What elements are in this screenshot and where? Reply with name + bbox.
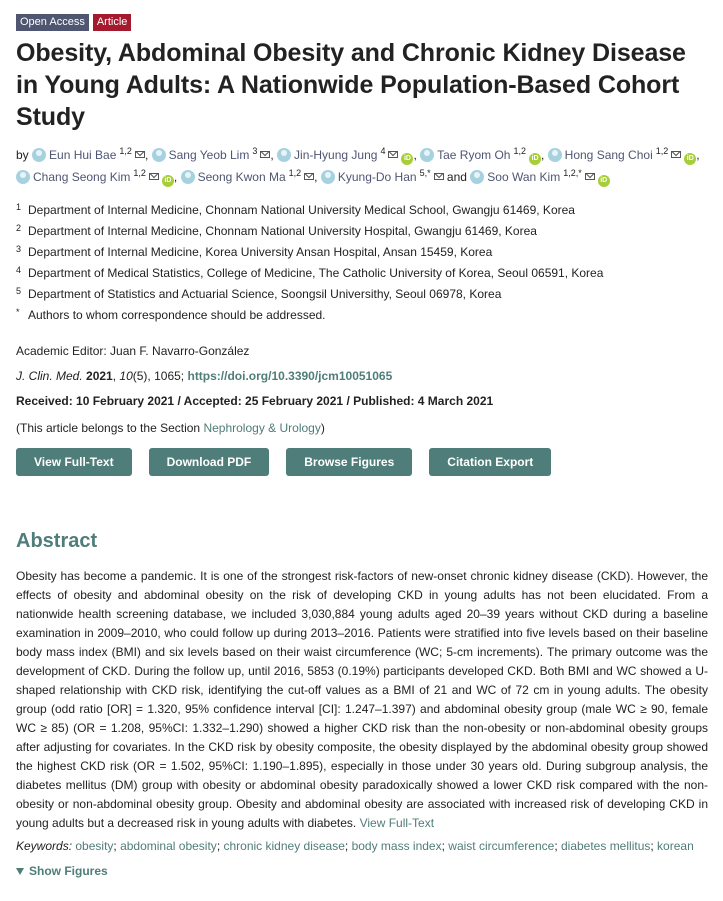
author-seong-kwon-ma[interactable]: [181, 170, 315, 184]
date-separator: /: [177, 394, 181, 408]
keyword-link[interactable]: waist circumference: [448, 839, 555, 853]
badge-row: [16, 14, 708, 31]
academic-editor: Academic Editor: Juan F. Navarro-González: [16, 344, 250, 358]
section-link[interactable]: Nephrology & Urology: [203, 421, 321, 435]
email-icon[interactable]: [304, 173, 314, 180]
affiliation-item: [16, 263, 708, 284]
date-separator: /: [346, 394, 350, 408]
view-full-text-button[interactable]: View Full-Text: [16, 448, 132, 476]
author-kyung-do-han[interactable]: [321, 170, 444, 184]
avatar-icon: [181, 170, 195, 184]
author-name[interactable]: Chang Seong Kim: [33, 170, 131, 184]
author-name[interactable]: Sang Yeob Lim: [168, 148, 250, 162]
author-list: by Eun Hui Bae $^{1,2}$ , Sang Yeob Lim $^3$ , Jin-Hyung Jung $^4$iD , Tae Ryom Oh $^{1,2}$iD , Hong Sang Choi $^{1,2}$iD , Chang Seong Kim $^{1,2}$iD , Seong Kwon Ma $^{1,2}$ , Kyung-Do Han $^{5,*}$ and Soo Wan Kim $^{1,2,*}$iD: [16, 144, 708, 188]
author-sang-yeob-lim[interactable]: [152, 148, 271, 162]
affiliation-text: Authors to whom correspondence should be addressed.: [28, 308, 326, 322]
author-name[interactable]: Eun Hui Bae: [49, 148, 117, 162]
avatar-icon: [32, 148, 46, 162]
author-affiliation-sup: 5,*: [419, 168, 431, 178]
affiliation-item: [16, 305, 708, 326]
email-icon[interactable]: [388, 151, 398, 158]
affiliation-number: 4: [16, 265, 22, 275]
triangle-down-icon: [16, 868, 24, 875]
affiliation-list: [16, 200, 708, 326]
author-name[interactable]: Kyung-Do Han: [337, 170, 417, 184]
keyword-link[interactable]: chronic kidney disease: [223, 839, 345, 853]
avatar-icon: [152, 148, 166, 162]
download-pdf-button[interactable]: Download PDF: [149, 448, 270, 476]
email-icon[interactable]: [434, 173, 444, 180]
abstract-text: Obesity has become a pandemic. It is one of the strongest risk-factors of new-onset chronic kidney disease (CKD). However, the effects of obesity and abdominal obesity on the risk of developing CKD in young adults has not been elucidated. From a nationwide health screening database, we included 3,030,884 young adults aged 20–39 years without CKD during a baseline examination in 2009–2010, who could follow up during 2013–2016. Patients were stratified into five levels based on their baseline body mass index (BMI) and six levels based on their waist circumference (WC; 5-cm increments). The primary outcome was the development of CKD. During the follow up, until 2016, 5853 (0.19%) participants developed CKD. Both BMI and WC showed a U-shaped relationship with CKD risk, identifying the cut-off values as a BMI of 21 and WC of 72 cm in young adults. The obesity group (odd ratio [OR] = 1.320, 95% confidence interval [CI]: 1.247–1.397) and abdominal obesity group (male WC ≥ 90, female WC ≥ 85) (OR = 1.208, 95%CI: 1.332–1.290) showed a higher CKD risk than the non-obesity or non-abdominal obesity groups after adjusting for covariates. In the CKD risk by obesity composite, the obesity displayed by the abdominal obesity group showed the highest CKD risk (OR = 1.502, 95%CI: 1.190–1.895), especially in those under 30 years old. During subgroup analysis, the diabetes mellitus (DM) group with obesity or abdominal obesity paradoxically showed a lower CKD risk compared with the non-obesity or non-abdominal obesity group. Obesity and abdominal obesity are associated with increased risk of developing CKD in young adults but a decreased risk in young adults with diabetes.: [16, 569, 708, 830]
author-affiliation-sup: 1,2,*: [563, 168, 582, 178]
affiliation-text: Department of Internal Medicine, Chonnam National University Medical School, Gwangju 61469, Korea: [28, 203, 575, 217]
keyword-link[interactable]: obesity: [75, 839, 114, 853]
action-buttons: [16, 448, 708, 476]
affiliation-item: [16, 284, 708, 305]
citation-issue-pages: (5), 1065;: [132, 369, 185, 383]
affiliation-text: Department of Statistics and Actuarial Science, Soongsil Universithy, Seoul 06978, Korea: [28, 287, 502, 301]
keyword-link[interactable]: korean: [657, 839, 694, 853]
affiliation-number: 5: [16, 286, 22, 296]
affiliation-item: [16, 242, 708, 263]
citation-volume: 10: [119, 369, 133, 383]
affiliation-number: *: [16, 307, 20, 317]
email-icon[interactable]: [671, 151, 681, 158]
section-prefix: (This article belongs to the Section: [16, 421, 201, 435]
abstract-body: [16, 567, 708, 833]
author-affiliation-sup: 1,2: [288, 168, 302, 178]
author-affiliation-sup: 4: [380, 146, 386, 156]
article-section: [16, 421, 708, 435]
affiliation-text: Department of Medical Statistics, College of Medicine, The Catholic University of Korea, Seoul 06591, Korea: [28, 266, 604, 280]
email-icon[interactable]: [585, 173, 595, 180]
author-affiliation-sup: 1,2: [513, 146, 526, 156]
author-affiliation-sup: 1,2: [133, 168, 146, 178]
keyword-link[interactable]: abdominal obesity: [120, 839, 217, 853]
affiliation-number: 1: [16, 202, 22, 212]
affiliation-number: 3: [16, 244, 22, 254]
avatar-icon: [321, 170, 335, 184]
show-figures-label[interactable]: Show Figures: [29, 864, 108, 878]
keywords-label: Keywords:: [16, 839, 73, 853]
article-title: Obesity, Abdominal Obesity and Chronic Kidney Disease in Young Adults: A Nationwide Population-Based Cohort Study: [16, 39, 686, 131]
keyword-link[interactable]: body mass index: [351, 839, 442, 853]
orcid-icon[interactable]: iD: [684, 153, 696, 165]
affiliation-text: Department of Internal Medicine, Korea University Ansan Hospital, Ansan 15459, Korea: [28, 245, 493, 259]
email-icon[interactable]: [149, 173, 159, 180]
email-icon[interactable]: [260, 151, 270, 158]
citation-line: J. Clin. Med. 2021, 10(5), 1065; https://doi.org/10.3390/jcm10051065: [16, 369, 393, 383]
author-tae-ryom-oh[interactable]: [420, 148, 541, 162]
authors-prefix: by: [16, 148, 29, 162]
author-eun-hui-bae[interactable]: [32, 148, 145, 162]
affiliation-item: [16, 200, 708, 221]
published-date: Published: 4 March 2021: [353, 394, 494, 408]
author-name[interactable]: Tae Ryom Oh: [437, 148, 511, 162]
publication-dates: [16, 394, 708, 408]
author-hong-sang-choi[interactable]: [548, 148, 697, 162]
author-name[interactable]: Hong Sang Choi: [564, 148, 653, 162]
orcid-icon[interactable]: iD: [162, 175, 174, 187]
keyword-link[interactable]: diabetes mellitus: [560, 839, 651, 853]
affiliation-text: Department of Internal Medicine, Chonnam National University Hospital, Gwangju 61469, Korea: [28, 224, 537, 238]
citation-year: 2021: [86, 369, 113, 383]
journal-name: J. Clin. Med.: [16, 369, 83, 383]
doi-link[interactable]: https://doi.org/10.3390/jcm10051065: [187, 369, 393, 383]
section-suffix: ): [320, 421, 325, 435]
author-affiliation-sup: 3: [252, 146, 258, 156]
author-affiliation-sup: 1,2: [119, 146, 132, 156]
author-jin-hyung-jung[interactable]: [277, 148, 413, 162]
avatar-icon: [420, 148, 434, 162]
abstract-heading: Abstract: [16, 530, 98, 552]
affiliation-number: 2: [16, 223, 22, 233]
affiliation-item: [16, 221, 708, 242]
author-name[interactable]: Seong Kwon Ma: [197, 170, 286, 184]
author-soo-wan-kim[interactable]: [470, 170, 609, 184]
avatar-icon: [277, 148, 291, 162]
avatar-icon: [470, 170, 484, 184]
show-figures-toggle[interactable]: [16, 864, 708, 878]
authors-and: and: [446, 170, 467, 184]
orcid-icon[interactable]: iD: [598, 175, 610, 187]
author-chang-seong-kim[interactable]: [16, 170, 174, 184]
article-type-badge: Article: [93, 14, 132, 31]
email-icon[interactable]: [135, 151, 145, 158]
browse-figures-button[interactable]: Browse Figures: [286, 448, 412, 476]
orcid-icon[interactable]: iD: [401, 153, 413, 165]
orcid-icon[interactable]: iD: [529, 153, 541, 165]
open-access-badge: Open Access: [16, 14, 89, 31]
citation-export-button[interactable]: Citation Export: [429, 448, 551, 476]
author-name[interactable]: Jin-Hyung Jung: [294, 148, 378, 162]
avatar-icon: [548, 148, 562, 162]
received-date: Received: 10 February 2021: [16, 394, 175, 408]
author-name[interactable]: Soo Wan Kim: [487, 170, 561, 184]
keywords: Keywords: obesity; abdominal obesity; chronic kidney disease; body mass index; waist circumference; diabetes mellitus; korean: [16, 839, 694, 853]
accepted-date: Accepted: 25 February 2021: [183, 394, 344, 408]
avatar-icon: [16, 170, 30, 184]
abstract-view-full-text-link[interactable]: View Full-Text: [359, 816, 435, 830]
author-affiliation-sup: 1,2: [655, 146, 669, 156]
